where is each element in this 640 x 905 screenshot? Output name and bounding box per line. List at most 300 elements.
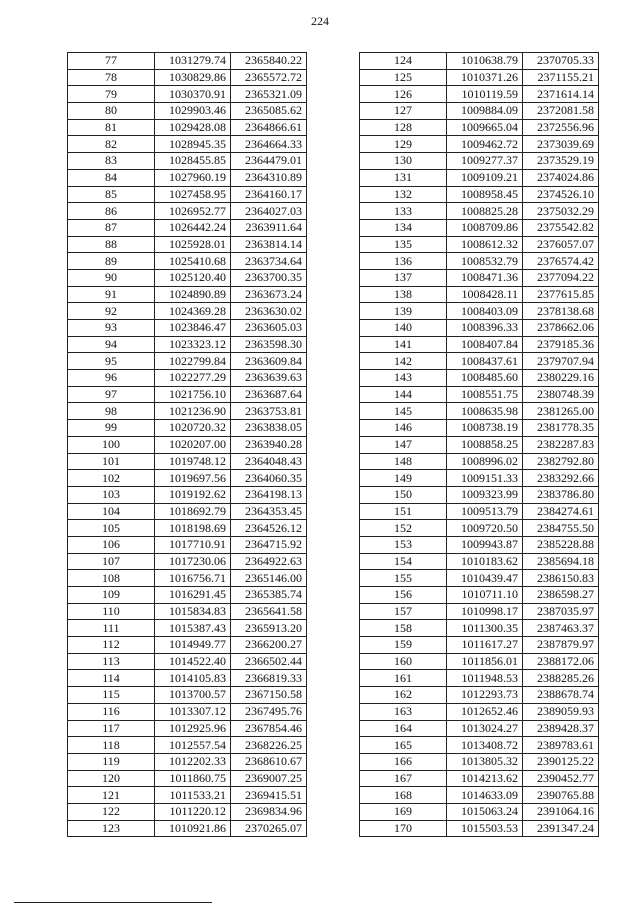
point-number-cell: 168 [360, 787, 447, 804]
x-coordinate-cell: 1019748.12 [155, 453, 231, 470]
x-coordinate-cell: 1008437.61 [447, 353, 523, 370]
table-row [68, 103, 307, 120]
y-coordinate-cell: 2390125.22 [523, 753, 599, 770]
x-coordinate-cell: 1030829.86 [155, 69, 231, 86]
y-coordinate-cell: 2365385.74 [231, 587, 307, 604]
point-number-cell: 135 [360, 236, 447, 253]
table-row [360, 603, 599, 620]
point-number-cell: 82 [68, 136, 155, 153]
x-coordinate-cell: 1013700.57 [155, 687, 231, 704]
table-row [360, 486, 599, 503]
x-coordinate-cell: 1011533.21 [155, 787, 231, 804]
table-row [68, 787, 307, 804]
y-coordinate-cell: 2363911.64 [231, 219, 307, 236]
x-coordinate-cell: 1027960.19 [155, 169, 231, 186]
x-coordinate-cell: 1011617.27 [447, 637, 523, 654]
x-coordinate-cell: 1009513.79 [447, 503, 523, 520]
x-coordinate-cell: 1011300.35 [447, 620, 523, 637]
point-number-cell: 120 [68, 770, 155, 787]
x-coordinate-cell: 1020207.00 [155, 436, 231, 453]
table-row [360, 820, 599, 837]
table-row [360, 119, 599, 136]
point-number-cell: 142 [360, 353, 447, 370]
point-number-cell: 156 [360, 587, 447, 604]
table-row [360, 53, 599, 70]
y-coordinate-cell: 2364310.89 [231, 169, 307, 186]
point-number-cell: 145 [360, 403, 447, 420]
table-row [68, 286, 307, 303]
x-coordinate-cell: 1031279.74 [155, 53, 231, 70]
table-row [68, 770, 307, 787]
table-row [68, 520, 307, 537]
y-coordinate-cell: 2363753.81 [231, 403, 307, 420]
point-number-cell: 117 [68, 720, 155, 737]
x-coordinate-cell: 1027458.95 [155, 186, 231, 203]
point-number-cell: 167 [360, 770, 447, 787]
table-row [68, 136, 307, 153]
point-number-cell: 102 [68, 470, 155, 487]
y-coordinate-cell: 2382792.80 [523, 453, 599, 470]
x-coordinate-cell: 1008635.98 [447, 403, 523, 420]
x-coordinate-cell: 1009665.04 [447, 119, 523, 136]
point-number-cell: 97 [68, 386, 155, 403]
x-coordinate-cell: 1010711.10 [447, 587, 523, 604]
point-number-cell: 100 [68, 436, 155, 453]
table-row [68, 703, 307, 720]
x-coordinate-cell: 1008858.25 [447, 436, 523, 453]
x-coordinate-cell: 1009943.87 [447, 536, 523, 553]
y-coordinate-cell: 2390452.77 [523, 770, 599, 787]
x-coordinate-cell: 1008738.19 [447, 420, 523, 437]
point-number-cell: 110 [68, 603, 155, 620]
y-coordinate-cell: 2363673.24 [231, 286, 307, 303]
point-number-cell: 107 [68, 553, 155, 570]
table-row [68, 53, 307, 70]
x-coordinate-cell: 1017230.06 [155, 553, 231, 570]
point-number-cell: 108 [68, 570, 155, 587]
y-coordinate-cell: 2365146.00 [231, 570, 307, 587]
table-row [68, 453, 307, 470]
table-row [68, 303, 307, 320]
table-row [68, 587, 307, 604]
point-number-cell: 114 [68, 670, 155, 687]
point-number-cell: 122 [68, 803, 155, 820]
table-row [68, 269, 307, 286]
x-coordinate-cell: 1009462.72 [447, 136, 523, 153]
table-row [360, 536, 599, 553]
y-coordinate-cell: 2381265.00 [523, 403, 599, 420]
point-number-cell: 136 [360, 253, 447, 270]
table-row [360, 520, 599, 537]
y-coordinate-cell: 2375542.82 [523, 219, 599, 236]
x-coordinate-cell: 1025928.01 [155, 236, 231, 253]
table-row [360, 253, 599, 270]
point-number-cell: 170 [360, 820, 447, 837]
y-coordinate-cell: 2378662.06 [523, 320, 599, 337]
x-coordinate-cell: 1010439.47 [447, 570, 523, 587]
point-number-cell: 109 [68, 587, 155, 604]
x-coordinate-cell: 1021756.10 [155, 386, 231, 403]
x-coordinate-cell: 1010371.26 [447, 69, 523, 86]
y-coordinate-cell: 2384274.61 [523, 503, 599, 520]
point-number-cell: 144 [360, 386, 447, 403]
y-coordinate-cell: 2364048.43 [231, 453, 307, 470]
table-row [360, 86, 599, 103]
table-row [68, 603, 307, 620]
x-coordinate-cell: 1010638.79 [447, 53, 523, 70]
point-number-cell: 153 [360, 536, 447, 553]
y-coordinate-cell: 2386150.83 [523, 570, 599, 587]
table-row [68, 620, 307, 637]
table-row [68, 353, 307, 370]
y-coordinate-cell: 2364027.03 [231, 203, 307, 220]
y-coordinate-cell: 2365840.22 [231, 53, 307, 70]
x-coordinate-cell: 1011860.75 [155, 770, 231, 787]
point-number-cell: 112 [68, 637, 155, 654]
x-coordinate-cell: 1015063.24 [447, 803, 523, 820]
table-row [68, 803, 307, 820]
table-row [360, 219, 599, 236]
y-coordinate-cell: 2383786.80 [523, 486, 599, 503]
point-number-cell: 134 [360, 219, 447, 236]
x-coordinate-cell: 1013408.72 [447, 737, 523, 754]
point-number-cell: 166 [360, 753, 447, 770]
y-coordinate-cell: 2366200.27 [231, 637, 307, 654]
point-number-cell: 113 [68, 653, 155, 670]
y-coordinate-cell: 2367150.58 [231, 687, 307, 704]
table-row [68, 486, 307, 503]
table-row [360, 336, 599, 353]
point-number-cell: 124 [360, 53, 447, 70]
x-coordinate-cell: 1021236.90 [155, 403, 231, 420]
point-number-cell: 84 [68, 169, 155, 186]
table-row [360, 703, 599, 720]
table-row [68, 153, 307, 170]
point-number-cell: 123 [68, 820, 155, 837]
x-coordinate-cell: 1009151.33 [447, 470, 523, 487]
x-coordinate-cell: 1008471.36 [447, 269, 523, 286]
x-coordinate-cell: 1009884.09 [447, 103, 523, 120]
y-coordinate-cell: 2363838.05 [231, 420, 307, 437]
x-coordinate-cell: 1008825.28 [447, 203, 523, 220]
point-number-cell: 99 [68, 420, 155, 437]
y-coordinate-cell: 2375032.29 [523, 203, 599, 220]
y-coordinate-cell: 2389428.37 [523, 720, 599, 737]
point-number-cell: 159 [360, 637, 447, 654]
y-coordinate-cell: 2365913.20 [231, 620, 307, 637]
table-row [360, 670, 599, 687]
x-coordinate-cell: 1008396.33 [447, 320, 523, 337]
point-number-cell: 116 [68, 703, 155, 720]
table-row [360, 787, 599, 804]
table-row [68, 253, 307, 270]
table-row [360, 103, 599, 120]
table-row [68, 503, 307, 520]
y-coordinate-cell: 2364922.63 [231, 553, 307, 570]
y-coordinate-cell: 2369007.25 [231, 770, 307, 787]
y-coordinate-cell: 2363605.03 [231, 320, 307, 337]
y-coordinate-cell: 2363814.14 [231, 236, 307, 253]
table-row [360, 153, 599, 170]
x-coordinate-cell: 1014213.62 [447, 770, 523, 787]
x-coordinate-cell: 1010183.62 [447, 553, 523, 570]
table-row [68, 386, 307, 403]
y-coordinate-cell: 2368610.67 [231, 753, 307, 770]
x-coordinate-cell: 1020720.32 [155, 420, 231, 437]
x-coordinate-cell: 1012557.54 [155, 737, 231, 754]
x-coordinate-cell: 1012293.73 [447, 687, 523, 704]
footnote-separator [14, 902, 212, 903]
point-number-cell: 96 [68, 370, 155, 387]
y-coordinate-cell: 2364715.92 [231, 536, 307, 553]
x-coordinate-cell: 1019192.62 [155, 486, 231, 503]
table-row [68, 536, 307, 553]
table-row [360, 770, 599, 787]
point-number-cell: 157 [360, 603, 447, 620]
y-coordinate-cell: 2366819.33 [231, 670, 307, 687]
y-coordinate-cell: 2389059.93 [523, 703, 599, 720]
y-coordinate-cell: 2364160.17 [231, 186, 307, 203]
table-row [68, 470, 307, 487]
point-number-cell: 126 [360, 86, 447, 103]
table-row [68, 169, 307, 186]
x-coordinate-cell: 1014105.83 [155, 670, 231, 687]
table-row [360, 553, 599, 570]
table-row [360, 436, 599, 453]
point-number-cell: 104 [68, 503, 155, 520]
table-row [360, 186, 599, 203]
x-coordinate-cell: 1010921.86 [155, 820, 231, 837]
table-row [360, 169, 599, 186]
point-number-cell: 121 [68, 787, 155, 804]
point-number-cell: 146 [360, 420, 447, 437]
x-coordinate-cell: 1015503.53 [447, 820, 523, 837]
x-coordinate-cell: 1025410.68 [155, 253, 231, 270]
table-row [360, 403, 599, 420]
point-number-cell: 119 [68, 753, 155, 770]
x-coordinate-cell: 1008709.86 [447, 219, 523, 236]
x-coordinate-cell: 1023323.12 [155, 336, 231, 353]
point-number-cell: 141 [360, 336, 447, 353]
table-row [360, 353, 599, 370]
y-coordinate-cell: 2374024.86 [523, 169, 599, 186]
point-number-cell: 133 [360, 203, 447, 220]
y-coordinate-cell: 2380229.16 [523, 370, 599, 387]
point-number-cell: 164 [360, 720, 447, 737]
table-row [360, 69, 599, 86]
x-coordinate-cell: 1028455.85 [155, 153, 231, 170]
y-coordinate-cell: 2363940.28 [231, 436, 307, 453]
table-row [68, 69, 307, 86]
y-coordinate-cell: 2373039.69 [523, 136, 599, 153]
table-row [360, 570, 599, 587]
y-coordinate-cell: 2370265.07 [231, 820, 307, 837]
point-number-cell: 103 [68, 486, 155, 503]
y-coordinate-cell: 2370705.33 [523, 53, 599, 70]
x-coordinate-cell: 1014633.09 [447, 787, 523, 804]
x-coordinate-cell: 1010119.59 [447, 86, 523, 103]
table-row [68, 820, 307, 837]
y-coordinate-cell: 2363734.64 [231, 253, 307, 270]
point-number-cell: 162 [360, 687, 447, 704]
table-row [360, 620, 599, 637]
table-row [360, 286, 599, 303]
point-number-cell: 80 [68, 103, 155, 120]
y-coordinate-cell: 2379707.94 [523, 353, 599, 370]
point-number-cell: 86 [68, 203, 155, 220]
x-coordinate-cell: 1012202.33 [155, 753, 231, 770]
y-coordinate-cell: 2364479.01 [231, 153, 307, 170]
x-coordinate-cell: 1029903.46 [155, 103, 231, 120]
table-row [68, 119, 307, 136]
table-row [360, 687, 599, 704]
table-row [68, 86, 307, 103]
y-coordinate-cell: 2388285.26 [523, 670, 599, 687]
table-row [360, 320, 599, 337]
y-coordinate-cell: 2377094.22 [523, 269, 599, 286]
x-coordinate-cell: 1014522.40 [155, 653, 231, 670]
y-coordinate-cell: 2385694.18 [523, 553, 599, 570]
x-coordinate-cell: 1012925.96 [155, 720, 231, 737]
table-row [68, 336, 307, 353]
y-coordinate-cell: 2376057.07 [523, 236, 599, 253]
table-row [68, 370, 307, 387]
point-number-cell: 93 [68, 320, 155, 337]
x-coordinate-cell: 1015387.43 [155, 620, 231, 637]
table-row [68, 203, 307, 220]
y-coordinate-cell: 2390765.88 [523, 787, 599, 804]
table-row [360, 503, 599, 520]
y-coordinate-cell: 2387035.97 [523, 603, 599, 620]
point-number-cell: 89 [68, 253, 155, 270]
x-coordinate-cell: 1009720.50 [447, 520, 523, 537]
y-coordinate-cell: 2367854.46 [231, 720, 307, 737]
y-coordinate-cell: 2377615.85 [523, 286, 599, 303]
point-number-cell: 132 [360, 186, 447, 203]
y-coordinate-cell: 2364526.12 [231, 520, 307, 537]
point-number-cell: 158 [360, 620, 447, 637]
point-number-cell: 148 [360, 453, 447, 470]
table-row [68, 236, 307, 253]
y-coordinate-cell: 2389783.61 [523, 737, 599, 754]
y-coordinate-cell: 2364866.61 [231, 119, 307, 136]
x-coordinate-cell: 1012652.46 [447, 703, 523, 720]
point-number-cell: 78 [68, 69, 155, 86]
x-coordinate-cell: 1028945.35 [155, 136, 231, 153]
x-coordinate-cell: 1022799.84 [155, 353, 231, 370]
point-number-cell: 79 [68, 86, 155, 103]
x-coordinate-cell: 1016756.71 [155, 570, 231, 587]
point-number-cell: 106 [68, 536, 155, 553]
table-row [360, 420, 599, 437]
y-coordinate-cell: 2380748.39 [523, 386, 599, 403]
y-coordinate-cell: 2363639.63 [231, 370, 307, 387]
y-coordinate-cell: 2388678.74 [523, 687, 599, 704]
coordinate-table-left [67, 52, 307, 837]
table-row [360, 269, 599, 286]
x-coordinate-cell: 1011948.53 [447, 670, 523, 687]
table-row [360, 720, 599, 737]
x-coordinate-cell: 1013024.27 [447, 720, 523, 737]
y-coordinate-cell: 2365572.72 [231, 69, 307, 86]
point-number-cell: 101 [68, 453, 155, 470]
x-coordinate-cell: 1008612.32 [447, 236, 523, 253]
table-row [360, 653, 599, 670]
point-number-cell: 152 [360, 520, 447, 537]
table-row [360, 737, 599, 754]
y-coordinate-cell: 2387879.97 [523, 637, 599, 654]
point-number-cell: 160 [360, 653, 447, 670]
table-row [360, 803, 599, 820]
point-number-cell: 143 [360, 370, 447, 387]
x-coordinate-cell: 1008551.75 [447, 386, 523, 403]
point-number-cell: 154 [360, 553, 447, 570]
x-coordinate-cell: 1023846.47 [155, 320, 231, 337]
table-row [360, 203, 599, 220]
table-row [68, 687, 307, 704]
y-coordinate-cell: 2382287.83 [523, 436, 599, 453]
x-coordinate-cell: 1018692.79 [155, 503, 231, 520]
y-coordinate-cell: 2365085.62 [231, 103, 307, 120]
x-coordinate-cell: 1009109.21 [447, 169, 523, 186]
y-coordinate-cell: 2373529.19 [523, 153, 599, 170]
x-coordinate-cell: 1016291.45 [155, 587, 231, 604]
x-coordinate-cell: 1026442.24 [155, 219, 231, 236]
x-coordinate-cell: 1008485.60 [447, 370, 523, 387]
point-number-cell: 169 [360, 803, 447, 820]
x-coordinate-cell: 1018198.69 [155, 520, 231, 537]
y-coordinate-cell: 2369415.51 [231, 787, 307, 804]
point-number-cell: 92 [68, 303, 155, 320]
table-row [360, 303, 599, 320]
y-coordinate-cell: 2364198.13 [231, 486, 307, 503]
point-number-cell: 87 [68, 219, 155, 236]
table-row [360, 453, 599, 470]
x-coordinate-cell: 1008428.11 [447, 286, 523, 303]
table-row [68, 653, 307, 670]
y-coordinate-cell: 2364664.33 [231, 136, 307, 153]
y-coordinate-cell: 2391347.24 [523, 820, 599, 837]
x-coordinate-cell: 1024890.89 [155, 286, 231, 303]
table-row [360, 587, 599, 604]
table-row [68, 320, 307, 337]
point-number-cell: 129 [360, 136, 447, 153]
point-number-cell: 149 [360, 470, 447, 487]
x-coordinate-cell: 1008958.45 [447, 186, 523, 203]
point-number-cell: 94 [68, 336, 155, 353]
y-coordinate-cell: 2369834.96 [231, 803, 307, 820]
page-number: 224 [311, 14, 329, 28]
point-number-cell: 118 [68, 737, 155, 754]
x-coordinate-cell: 1013805.32 [447, 753, 523, 770]
point-number-cell: 91 [68, 286, 155, 303]
point-number-cell: 165 [360, 737, 447, 754]
table-row [360, 386, 599, 403]
x-coordinate-cell: 1011856.01 [447, 653, 523, 670]
x-coordinate-cell: 1014949.77 [155, 637, 231, 654]
table-row [68, 436, 307, 453]
point-number-cell: 131 [360, 169, 447, 186]
point-number-cell: 125 [360, 69, 447, 86]
point-number-cell: 105 [68, 520, 155, 537]
y-coordinate-cell: 2384755.50 [523, 520, 599, 537]
y-coordinate-cell: 2379185.36 [523, 336, 599, 353]
point-number-cell: 98 [68, 403, 155, 420]
point-number-cell: 147 [360, 436, 447, 453]
x-coordinate-cell: 1015834.83 [155, 603, 231, 620]
y-coordinate-cell: 2364353.45 [231, 503, 307, 520]
table-row [68, 403, 307, 420]
